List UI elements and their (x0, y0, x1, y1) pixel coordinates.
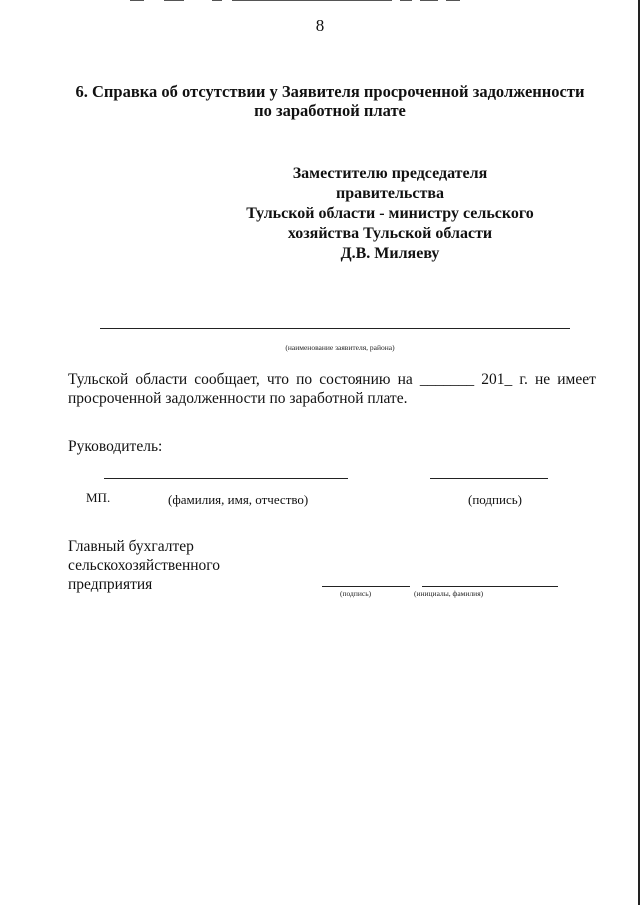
addressee-line-2: Тульской области - министру сельского (246, 205, 534, 222)
statement-paragraph (68, 370, 596, 408)
statement-word: области (135, 371, 188, 388)
head-sign-caption: (подпись) (468, 492, 522, 507)
accountant-line-3: предприятия (68, 576, 153, 593)
statement-word: по (296, 371, 313, 388)
statement-line-2: просроченной задолженности по заработной плате. (68, 390, 408, 407)
statement-word: сообщает, (194, 371, 260, 388)
title-line-1: 6. Справка об отсутствии у Заявителя просроченной задолженности (75, 82, 585, 101)
accountant-label (68, 537, 220, 594)
head-fio-caption: (фамилия, имя, отчество) (168, 492, 309, 507)
head-sign-line (430, 478, 548, 479)
addressee-line-3: хозяйства Тульской области (287, 225, 493, 242)
statement-word: г. (519, 371, 528, 388)
statement-word: на (397, 371, 413, 388)
year-blank: 201_ (481, 371, 513, 388)
head-fio-line (104, 478, 348, 479)
statement-line-1 (68, 370, 596, 389)
accountant-sign-caption: (подпись) (340, 589, 372, 598)
top-scan-marks (120, 0, 500, 3)
title-line-2: по заработной плате (254, 101, 406, 120)
statement-word: имеет (557, 371, 596, 388)
accountant-line-1: Главный бухгалтер (68, 538, 194, 555)
addressee-block (240, 164, 540, 264)
addressee-line-4: Д.В. Миляеву (340, 245, 440, 262)
statement-word: состоянию (319, 371, 391, 388)
addressee-line-1: Заместителю председателя правительства (292, 165, 488, 202)
page-number: 8 (315, 16, 325, 35)
applicant-caption: (наименование заявителя, района) (285, 343, 395, 352)
statement-word: Тульской (68, 371, 129, 388)
statement-word: не (534, 371, 551, 388)
date-blank: _______ (419, 371, 475, 388)
stamp-mark: МП. (86, 490, 111, 505)
accountant-line-2: сельскохозяйственного (68, 557, 221, 574)
head-label: Руководитель: (68, 438, 163, 455)
accountant-initials-caption: (инициалы, фамилия) (414, 589, 484, 598)
document-title (60, 82, 600, 120)
statement-word: что (266, 371, 289, 388)
accountant-sign-line (322, 586, 410, 587)
applicant-name-line (100, 328, 570, 329)
accountant-initials-line (422, 586, 558, 587)
